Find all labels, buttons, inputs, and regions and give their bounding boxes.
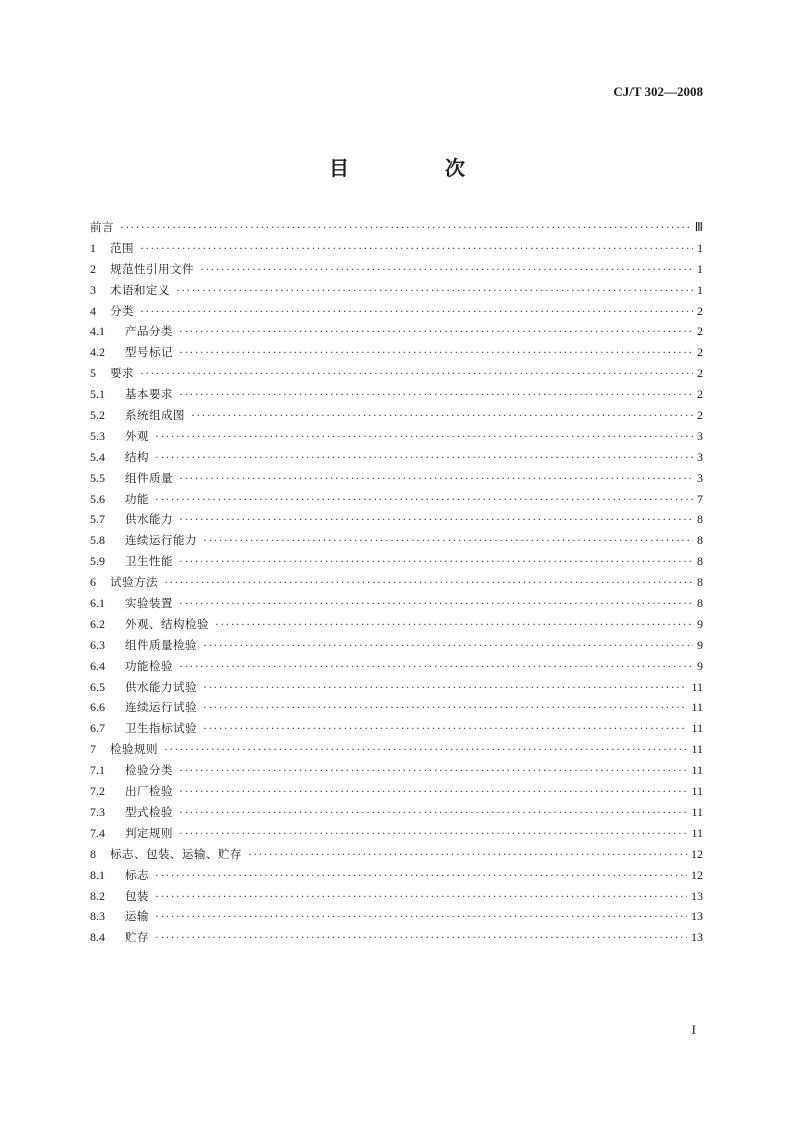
toc-section-title: 产品分类 bbox=[125, 324, 173, 339]
toc-section-number: 7 bbox=[90, 742, 96, 757]
toc-entry[interactable] bbox=[90, 886, 703, 907]
toc-entry[interactable] bbox=[90, 426, 703, 447]
toc-dot-leader bbox=[200, 259, 693, 280]
toc-dot-leader bbox=[164, 572, 693, 593]
toc-page-number: 11 bbox=[691, 742, 703, 757]
toc-section-title: 型号标记 bbox=[125, 345, 173, 360]
toc-page-number: 3 bbox=[697, 428, 703, 443]
toc-section-number: 7.3 bbox=[90, 804, 105, 819]
toc-section-title: 检验分类 bbox=[125, 763, 173, 778]
toc-dot-leader bbox=[155, 447, 693, 468]
toc-entry[interactable] bbox=[90, 489, 703, 510]
toc-section-title: 判定规则 bbox=[125, 825, 173, 840]
toc-page-number: 8 bbox=[697, 554, 703, 569]
toc-page-number: 11 bbox=[691, 784, 703, 799]
toc-page-number: 12 bbox=[691, 867, 703, 882]
toc-section-number: 6.1 bbox=[90, 596, 105, 611]
toc-dot-leader bbox=[203, 530, 693, 551]
toc-section-title: 范围 bbox=[110, 240, 134, 255]
toc-dot-leader bbox=[155, 426, 693, 447]
toc-page-number: 8 bbox=[697, 575, 703, 590]
toc-section-title: 检验规则 bbox=[110, 742, 158, 757]
toc-page-number: 13 bbox=[691, 930, 703, 945]
toc-entry[interactable] bbox=[90, 342, 703, 363]
toc-page-number: 2 bbox=[697, 387, 703, 402]
toc-section-number: 6.6 bbox=[90, 700, 105, 715]
toc-section-title: 功能检验 bbox=[125, 658, 173, 673]
toc-page-number: 9 bbox=[697, 616, 703, 631]
page-title: 目 次 bbox=[329, 156, 503, 180]
toc-page-number: 11 bbox=[691, 721, 703, 736]
toc-section-number: 4 bbox=[90, 303, 96, 318]
toc-section-number: 8.1 bbox=[90, 867, 105, 882]
toc-page-number: 8 bbox=[697, 512, 703, 527]
toc-entry[interactable] bbox=[90, 217, 703, 238]
toc-entry[interactable] bbox=[90, 802, 703, 823]
toc-section-number: 5.7 bbox=[90, 512, 105, 527]
toc-dot-leader bbox=[179, 760, 687, 781]
toc-dot-leader bbox=[140, 363, 693, 384]
toc-dot-leader bbox=[155, 865, 687, 886]
toc-section-number: 1 bbox=[90, 240, 96, 255]
toc-entry[interactable] bbox=[90, 906, 703, 927]
toc-section-number: 5.9 bbox=[90, 554, 105, 569]
toc-entry[interactable] bbox=[90, 781, 703, 802]
toc-section-title: 要求 bbox=[110, 366, 134, 381]
toc-page-number: 9 bbox=[697, 658, 703, 673]
toc-section-number: 5.8 bbox=[90, 533, 105, 548]
toc-section-number: 7.1 bbox=[90, 763, 105, 778]
toc-dot-leader bbox=[179, 656, 693, 677]
toc-dot-leader bbox=[248, 844, 687, 865]
toc-page-number: 2 bbox=[697, 303, 703, 318]
toc-section-title: 试验方法 bbox=[110, 575, 158, 590]
toc-section-number: 8.3 bbox=[90, 909, 105, 924]
toc-dot-leader bbox=[179, 551, 693, 572]
toc-dot-leader bbox=[155, 886, 687, 907]
toc-page-number: Ⅲ bbox=[694, 220, 703, 234]
toc-dot-leader bbox=[191, 405, 693, 426]
toc-entry[interactable] bbox=[90, 614, 703, 635]
toc-dot-leader bbox=[179, 321, 693, 342]
toc-section-number: 4.2 bbox=[90, 345, 105, 360]
toc-entry[interactable] bbox=[90, 844, 703, 865]
toc-section-number: 8 bbox=[90, 846, 96, 861]
toc-entry[interactable] bbox=[90, 321, 703, 342]
toc-entry[interactable] bbox=[90, 739, 703, 760]
toc-section-title: 包装 bbox=[125, 888, 149, 903]
toc-section-number: 8.4 bbox=[90, 930, 105, 945]
toc-section-title: 基本要求 bbox=[125, 387, 173, 402]
toc-section-number: 2 bbox=[90, 261, 96, 276]
toc-dot-leader bbox=[120, 217, 691, 238]
toc-dot-leader bbox=[179, 384, 693, 405]
toc-page-number: 11 bbox=[691, 679, 703, 694]
toc-section-number: 5.6 bbox=[90, 491, 105, 506]
toc-section-number: 5.3 bbox=[90, 428, 105, 443]
toc-entry[interactable] bbox=[90, 468, 703, 489]
toc-section-title: 运输 bbox=[125, 909, 149, 924]
toc-dot-leader bbox=[215, 614, 693, 635]
toc-section-number: 7.2 bbox=[90, 784, 105, 799]
toc-dot-leader bbox=[179, 593, 693, 614]
toc-entry[interactable] bbox=[90, 760, 703, 781]
toc-dot-leader bbox=[203, 635, 693, 656]
toc-section-title: 分类 bbox=[110, 303, 134, 318]
toc-entry[interactable] bbox=[90, 509, 703, 530]
toc-entry[interactable] bbox=[90, 363, 703, 384]
toc-dot-leader bbox=[179, 509, 693, 530]
toc-dot-leader bbox=[179, 342, 693, 363]
toc-page-number: 7 bbox=[697, 491, 703, 506]
toc-section-number: 4.1 bbox=[90, 324, 105, 339]
toc-dot-leader bbox=[179, 823, 687, 844]
toc-section-title: 型式检验 bbox=[125, 804, 173, 819]
toc-section-number: 5.4 bbox=[90, 449, 105, 464]
toc-section-title: 供水能力 bbox=[125, 512, 173, 527]
toc-page-number: 8 bbox=[697, 533, 703, 548]
toc-dot-leader bbox=[179, 781, 687, 802]
toc-page-number: 1 bbox=[697, 282, 703, 297]
toc-section-title: 连续运行试验 bbox=[125, 700, 197, 715]
toc-entry[interactable] bbox=[90, 405, 703, 426]
toc-dot-leader bbox=[155, 906, 687, 927]
toc-section-title: 标志 bbox=[125, 867, 149, 882]
toc-section-number: 6 bbox=[90, 575, 96, 590]
toc-section-title: 供水能力试验 bbox=[125, 679, 197, 694]
toc-section-title: 结构 bbox=[125, 449, 149, 464]
toc-entry[interactable] bbox=[90, 280, 703, 301]
toc-section-number: 5.5 bbox=[90, 470, 105, 485]
toc-entry[interactable] bbox=[90, 572, 703, 593]
toc-section-number: 5.2 bbox=[90, 408, 105, 423]
toc-section-title: 实验装置 bbox=[125, 596, 173, 611]
toc-section-title: 外观 bbox=[125, 428, 149, 443]
toc-section-number: 7.4 bbox=[90, 825, 105, 840]
toc-dot-leader bbox=[164, 739, 687, 760]
toc-page-number: 11 bbox=[691, 763, 703, 778]
toc-entry[interactable] bbox=[90, 697, 703, 718]
toc-dot-leader bbox=[155, 489, 693, 510]
toc-page-number: 2 bbox=[697, 324, 703, 339]
toc-entry[interactable] bbox=[90, 551, 703, 572]
toc-dot-leader bbox=[203, 697, 687, 718]
toc-dot-leader bbox=[203, 718, 687, 739]
toc-section-title: 连续运行能力 bbox=[125, 533, 197, 548]
toc-page-number: 1 bbox=[697, 240, 703, 255]
toc-section-number: 5.1 bbox=[90, 387, 105, 402]
toc-section-title: 规范性引用文件 bbox=[110, 261, 194, 276]
toc-page-number: 12 bbox=[691, 846, 703, 861]
toc-entry[interactable] bbox=[90, 447, 703, 468]
toc-page-number: 1 bbox=[697, 261, 703, 276]
toc-page-number: 8 bbox=[697, 596, 703, 611]
page-number: I bbox=[691, 1022, 696, 1037]
table-of-contents bbox=[90, 217, 703, 948]
toc-dot-leader bbox=[179, 468, 693, 489]
toc-section-title: 标志、包装、运输、贮存 bbox=[110, 846, 242, 861]
toc-entry[interactable] bbox=[90, 635, 703, 656]
toc-dot-leader bbox=[179, 802, 687, 823]
toc-entry[interactable] bbox=[90, 823, 703, 844]
toc-entry[interactable] bbox=[90, 238, 703, 259]
toc-section-title: 出厂检验 bbox=[125, 784, 173, 799]
toc-page-number: 13 bbox=[691, 909, 703, 924]
toc-dot-leader bbox=[140, 238, 693, 259]
toc-page-number: 2 bbox=[697, 408, 703, 423]
toc-page-number: 2 bbox=[697, 345, 703, 360]
toc-section-title: 术语和定义 bbox=[110, 282, 170, 297]
toc-page-number: 11 bbox=[691, 825, 703, 840]
toc-section-number: 6.5 bbox=[90, 679, 105, 694]
toc-dot-leader bbox=[176, 280, 693, 301]
toc-entry[interactable] bbox=[90, 677, 703, 698]
toc-section-title: 组件质量检验 bbox=[125, 637, 197, 652]
toc-entry[interactable] bbox=[90, 593, 703, 614]
toc-page-number: 3 bbox=[697, 449, 703, 464]
toc-entry[interactable] bbox=[90, 530, 703, 551]
toc-section-title: 卫生指标试验 bbox=[125, 721, 197, 736]
toc-page-number: 11 bbox=[691, 700, 703, 715]
toc-entry[interactable] bbox=[90, 384, 703, 405]
toc-dot-leader bbox=[155, 927, 687, 948]
toc-entry[interactable] bbox=[90, 865, 703, 886]
toc-dot-leader bbox=[203, 677, 687, 698]
toc-entry[interactable] bbox=[90, 259, 703, 280]
toc-section-title: 组件质量 bbox=[125, 470, 173, 485]
toc-section-title: 功能 bbox=[125, 491, 149, 506]
toc-section-number: 8.2 bbox=[90, 888, 105, 903]
toc-entry[interactable] bbox=[90, 927, 703, 948]
toc-entry[interactable] bbox=[90, 718, 703, 739]
toc-section-number: 6.2 bbox=[90, 616, 105, 631]
toc-section-title: 卫生性能 bbox=[125, 554, 173, 569]
standard-code: CJ/T 302—2008 bbox=[613, 84, 703, 99]
toc-section-number: 6.7 bbox=[90, 721, 105, 736]
toc-section-number: 5 bbox=[90, 366, 96, 381]
toc-section-title: 系统组成图 bbox=[125, 408, 185, 423]
toc-entry[interactable] bbox=[90, 656, 703, 677]
toc-section-title: 前言 bbox=[90, 220, 114, 234]
toc-dot-leader bbox=[140, 301, 693, 322]
toc-section-number: 6.4 bbox=[90, 658, 105, 673]
toc-entry[interactable] bbox=[90, 301, 703, 322]
toc-page-number: 9 bbox=[697, 637, 703, 652]
toc-section-title: 贮存 bbox=[125, 930, 149, 945]
toc-page-number: 3 bbox=[697, 470, 703, 485]
toc-section-number: 6.3 bbox=[90, 637, 105, 652]
toc-page-number: 11 bbox=[691, 804, 703, 819]
toc-section-title: 外观、结构检验 bbox=[125, 616, 209, 631]
toc-page-number: 2 bbox=[697, 366, 703, 381]
toc-section-number: 3 bbox=[90, 282, 96, 297]
toc-page-number: 13 bbox=[691, 888, 703, 903]
